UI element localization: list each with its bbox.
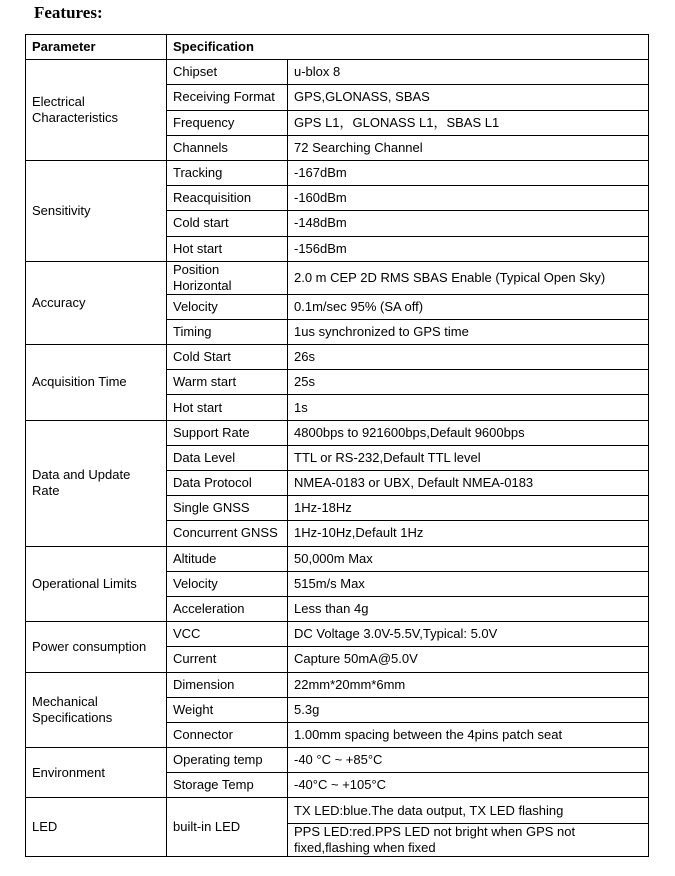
- spec-value-cell: GPS,GLONASS, SBAS: [288, 85, 649, 110]
- header-specification: Specification: [167, 35, 649, 60]
- spec-value-cell: TX LED:blue.The data output, TX LED flashing: [288, 798, 649, 823]
- spec-item-cell: Support Rate: [167, 420, 288, 445]
- spec-item-cell: Tracking: [167, 160, 288, 185]
- spec-value-cell: u-blox 8: [288, 60, 649, 85]
- spec-value-cell: 1Hz-10Hz,Default 1Hz: [288, 521, 649, 546]
- table-row: [26, 798, 649, 823]
- spec-item-cell: Cold Start: [167, 345, 288, 370]
- table-row: [26, 420, 649, 445]
- spec-item-cell: Connector: [167, 722, 288, 747]
- spec-item-cell: Concurrent GNSS: [167, 521, 288, 546]
- spec-value-cell: DC Voltage 3.0V-5.5V,Typical: 5.0V: [288, 622, 649, 647]
- spec-item-cell: Timing: [167, 319, 288, 344]
- spec-item-cell: Chipset: [167, 60, 288, 85]
- spec-value-cell: -156dBm: [288, 236, 649, 261]
- spec-item-cell: Operating temp: [167, 748, 288, 773]
- parameter-group-cell: Accuracy: [26, 261, 167, 344]
- spec-item-cell: Warm start: [167, 370, 288, 395]
- page-heading: Features:: [34, 3, 103, 22]
- spec-item-cell: Acceleration: [167, 596, 288, 621]
- table-row: [26, 60, 649, 85]
- spec-item-cell: Receiving Format: [167, 85, 288, 110]
- spec-item-cell: Data Protocol: [167, 471, 288, 496]
- spec-item-cell: Dimension: [167, 672, 288, 697]
- parameter-group-cell: Operational Limits: [26, 546, 167, 622]
- spec-value-cell: NMEA-0183 or UBX, Default NMEA-0183: [288, 471, 649, 496]
- spec-value-cell: -148dBm: [288, 211, 649, 236]
- spec-value-cell: 0.1m/sec 95% (SA off): [288, 294, 649, 319]
- spec-item-cell: Velocity: [167, 571, 288, 596]
- parameter-group-cell: Data and Update Rate: [26, 420, 167, 546]
- table-row: [26, 160, 649, 185]
- spec-value-cell: 5.3g: [288, 697, 649, 722]
- features-table: [25, 34, 649, 857]
- spec-item-cell: Data Level: [167, 445, 288, 470]
- spec-item-cell: Hot start: [167, 236, 288, 261]
- parameter-group-cell: Mechanical Specifications: [26, 672, 167, 748]
- spec-value-cell: -160dBm: [288, 186, 649, 211]
- spec-item-cell: Current: [167, 647, 288, 672]
- parameter-group-cell: Environment: [26, 748, 167, 798]
- parameter-group-cell: Sensitivity: [26, 160, 167, 261]
- spec-value-cell: 22mm*20mm*6mm: [288, 672, 649, 697]
- spec-item-cell: Channels: [167, 135, 288, 160]
- spec-value-cell: 2.0 m CEP 2D RMS SBAS Enable (Typical Open Sky): [288, 261, 649, 294]
- spec-item-cell: Frequency: [167, 110, 288, 135]
- spec-item-cell: built-in LED: [167, 798, 288, 856]
- table-row: [26, 546, 649, 571]
- spec-value-cell: 1s: [288, 395, 649, 420]
- spec-item-cell: Velocity: [167, 294, 288, 319]
- spec-item-cell: Storage Temp: [167, 773, 288, 798]
- spec-value-cell: Capture 50mA@5.0V: [288, 647, 649, 672]
- spec-value-cell: 4800bps to 921600bps,Default 9600bps: [288, 420, 649, 445]
- header-row: [26, 35, 649, 60]
- spec-item-cell: Hot start: [167, 395, 288, 420]
- spec-value-cell: PPS LED:red.PPS LED not bright when GPS not fixed,flashing when fixed: [288, 823, 649, 856]
- spec-value-cell: TTL or RS-232,Default TTL level: [288, 445, 649, 470]
- spec-value-cell: 72 Searching Channel: [288, 135, 649, 160]
- spec-item-cell: Single GNSS: [167, 496, 288, 521]
- table-row: [26, 261, 649, 294]
- spec-value-cell: -40 °C ~ +85°C: [288, 748, 649, 773]
- spec-item-cell: Cold start: [167, 211, 288, 236]
- spec-item-cell: Weight: [167, 697, 288, 722]
- spec-value-cell: 1Hz-18Hz: [288, 496, 649, 521]
- table-row: [26, 748, 649, 773]
- spec-item-cell: Altitude: [167, 546, 288, 571]
- table-row: [26, 622, 649, 647]
- spec-value-cell: 26s: [288, 345, 649, 370]
- header-parameter: Parameter: [26, 35, 167, 60]
- spec-value-cell: -40°C ~ +105°C: [288, 773, 649, 798]
- spec-value-cell: GPS L1，GLONASS L1，SBAS L1: [288, 110, 649, 135]
- spec-value-cell: -167dBm: [288, 160, 649, 185]
- spec-value-cell: Less than 4g: [288, 596, 649, 621]
- table-row: [26, 345, 649, 370]
- spec-item-cell: Position Horizontal: [167, 261, 288, 294]
- spec-value-cell: 50,000m Max: [288, 546, 649, 571]
- spec-item-cell: VCC: [167, 622, 288, 647]
- spec-value-cell: 515m/s Max: [288, 571, 649, 596]
- parameter-group-cell: Power consumption: [26, 622, 167, 672]
- parameter-group-cell: Acquisition Time: [26, 345, 167, 421]
- spec-value-cell: 25s: [288, 370, 649, 395]
- spec-item-cell: Reacquisition: [167, 186, 288, 211]
- spec-value-cell: 1.00mm spacing between the 4pins patch seat: [288, 722, 649, 747]
- spec-value-cell: 1us synchronized to GPS time: [288, 319, 649, 344]
- table-row: [26, 672, 649, 697]
- parameter-group-cell: Electrical Characteristics: [26, 60, 167, 161]
- parameter-group-cell: LED: [26, 798, 167, 856]
